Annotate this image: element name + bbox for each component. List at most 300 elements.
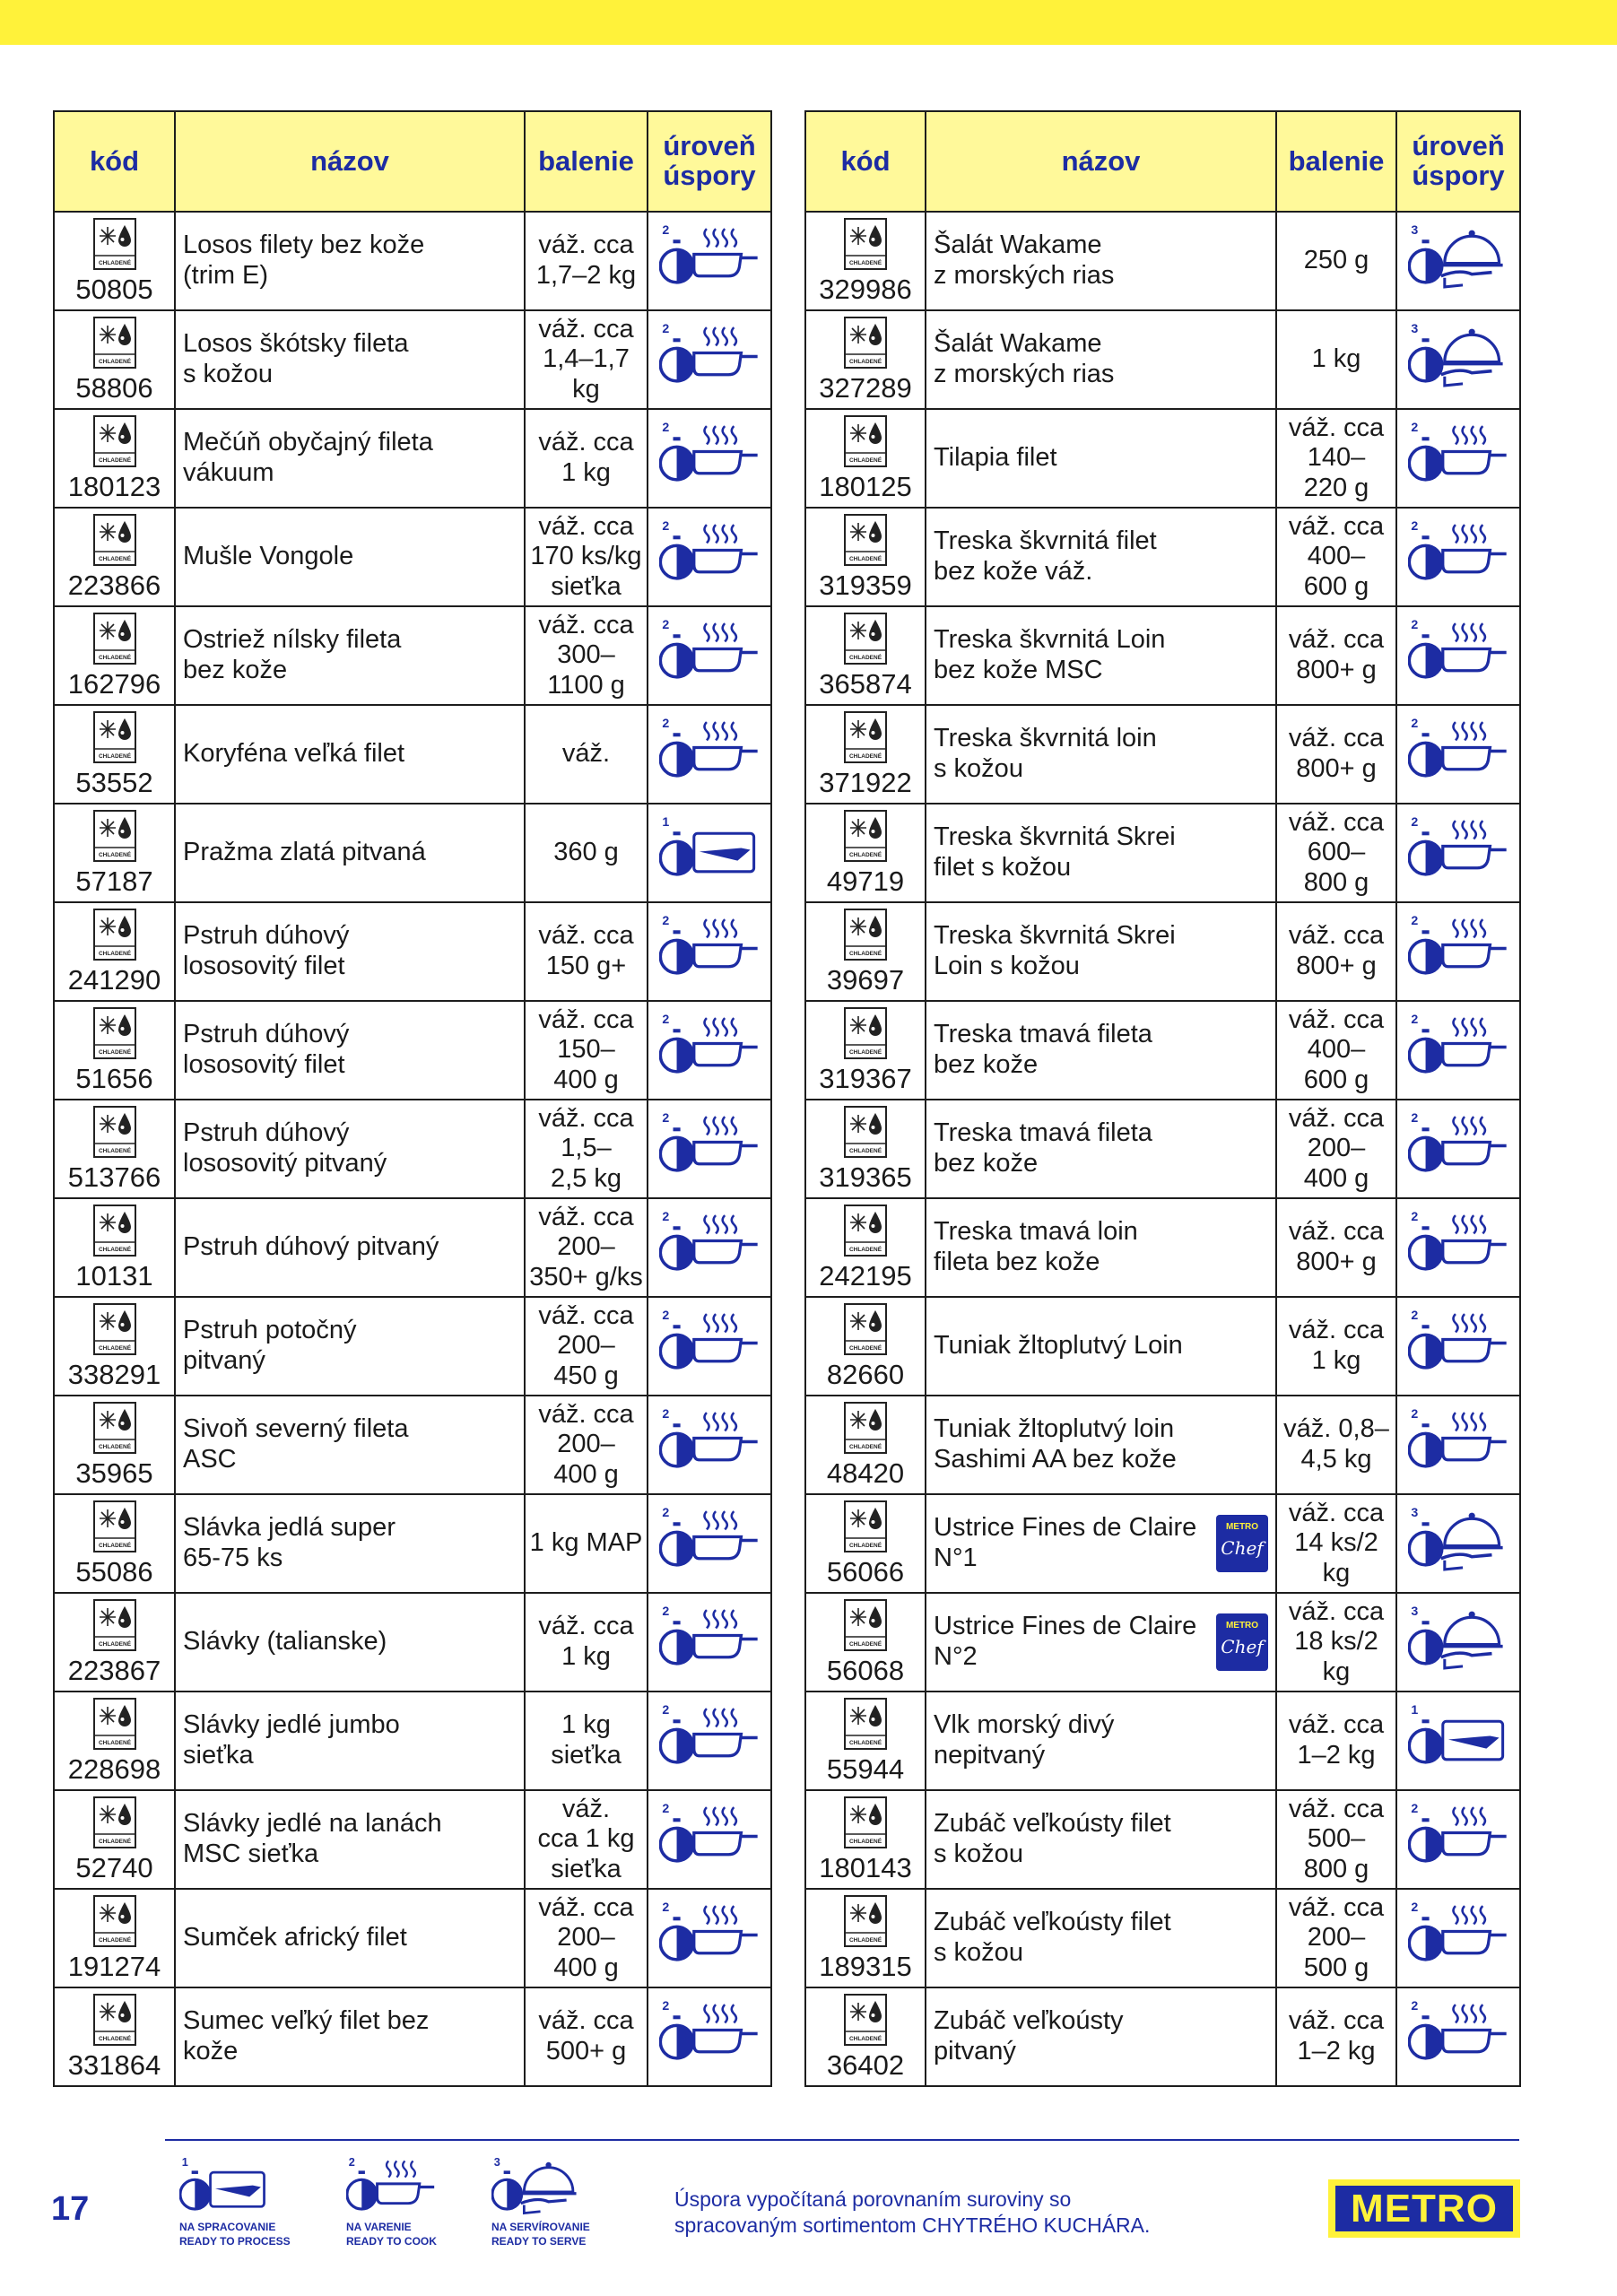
table-row (54, 902, 771, 1001)
table-row (54, 606, 771, 705)
product-code: 338291 (67, 1359, 161, 1390)
legend-ready-to-process (179, 2154, 314, 2248)
product-code-cell (54, 1494, 175, 1593)
product-name: Ostriež nílsky fileta bez kože (183, 625, 402, 684)
product-name-cell (175, 508, 525, 606)
product-name: Slávky (talianske) (183, 1627, 387, 1657)
product-name-cell (926, 508, 1276, 606)
product-pack: váž. cca 300– 1100 g (525, 606, 648, 705)
product-code-cell (805, 606, 926, 705)
chilled-text: CHLADENÉ (848, 260, 882, 266)
svg-text:2: 2 (662, 1998, 670, 2013)
chilled-icon (93, 1303, 136, 1355)
product-code-cell (805, 1494, 926, 1593)
product-name-cell (175, 804, 525, 902)
legend-label: NA SERVÍROVANIE (491, 2221, 590, 2233)
chilled-text: CHLADENÉ (98, 1937, 131, 1944)
product-code: 319359 (819, 570, 912, 601)
svg-text:2: 2 (662, 420, 670, 435)
chilled-icon (844, 415, 887, 467)
chilled-icon (844, 1106, 887, 1158)
svg-text:2: 2 (348, 2154, 355, 2169)
chilled-icon (93, 1698, 136, 1750)
table-row (805, 310, 1520, 409)
product-code-cell (805, 1790, 926, 1889)
serving-cloche-icon (1396, 310, 1520, 409)
top-yellow-bar (0, 0, 1617, 45)
chilled-text: CHLADENÉ (98, 753, 131, 760)
product-name: Treska škvrnitá Skrei filet s kožou (934, 822, 1176, 882)
chilled-text: CHLADENÉ (848, 1247, 882, 1253)
table-row (805, 1297, 1520, 1396)
svg-text:2: 2 (1411, 617, 1419, 632)
chef-badge-top: METRO (1225, 1621, 1259, 1631)
steaming-pan-icon (1396, 1396, 1520, 1494)
product-code-cell (805, 508, 926, 606)
svg-text:2: 2 (662, 1801, 670, 1816)
table-row (54, 409, 771, 508)
table-row (805, 1987, 1520, 2086)
legend-sublabel: READY TO COOK (346, 2235, 437, 2248)
header-level: úroveň úspory (648, 111, 771, 212)
svg-text:2: 2 (1411, 1110, 1419, 1126)
product-name-cell (926, 1100, 1276, 1198)
steaming-pan-icon (648, 212, 771, 310)
product-pack: váž. cca 140– 220 g (1276, 409, 1396, 508)
product-name: Treska škvrnitá loin s kožou (934, 724, 1157, 783)
steaming-pan-icon (648, 1001, 771, 1100)
table-row (54, 804, 771, 902)
product-name: Pstruh dúhový lososovitý pitvaný (183, 1118, 387, 1178)
svg-text:2: 2 (662, 913, 670, 928)
svg-text:2: 2 (662, 716, 670, 731)
chilled-text: CHLADENÉ (98, 1148, 131, 1154)
steaming-pan-icon (648, 1494, 771, 1593)
product-pack: váž. cca 200– 350+ g/ks (525, 1198, 648, 1297)
product-code-cell (54, 1297, 175, 1396)
steaming-pan-icon (1396, 1100, 1520, 1198)
product-name-cell (926, 1494, 1276, 1593)
product-code: 53552 (75, 767, 153, 798)
table-header (54, 111, 771, 212)
chilled-icon (93, 415, 136, 467)
product-code: 56066 (826, 1556, 905, 1587)
chilled-text: CHLADENÉ (98, 359, 131, 365)
svg-text:2: 2 (1411, 716, 1419, 731)
product-pack: váž. cca 150– 400 g (525, 1001, 648, 1100)
table-row (54, 705, 771, 804)
header-code: kód (805, 111, 926, 212)
product-code: 49719 (826, 865, 905, 897)
svg-text:3: 3 (493, 2154, 500, 2169)
knife-board-icon (648, 804, 771, 902)
product-code-cell (805, 1198, 926, 1297)
table-row (54, 1889, 771, 1987)
chilled-icon (93, 317, 136, 369)
svg-text:2: 2 (1411, 913, 1419, 928)
product-code-cell (805, 310, 926, 409)
chilled-icon (93, 909, 136, 961)
svg-text:2: 2 (662, 1604, 670, 1619)
chilled-icon (844, 613, 887, 665)
product-code: 319367 (819, 1063, 912, 1094)
table-row (805, 212, 1520, 310)
footer-divider (165, 2139, 1519, 2141)
product-code-cell (54, 310, 175, 409)
table-row (805, 606, 1520, 705)
product-code-cell (805, 1692, 926, 1790)
steaming-pan-icon (648, 705, 771, 804)
chilled-icon (844, 1500, 887, 1552)
steaming-pan-icon (648, 1692, 771, 1790)
product-pack: váž. cca 1 kg (525, 1593, 648, 1692)
product-pack: váž. cca 170 ks/kg sieťka (525, 508, 648, 606)
legend-label: NA VARENIE (346, 2221, 412, 2233)
product-name: Losos filety bez kože (trim E) (183, 230, 425, 290)
product-name: Zubáč veľkoústy filet s kožou (934, 1908, 1171, 1967)
chilled-icon (93, 1205, 136, 1257)
table-row (805, 508, 1520, 606)
product-code: 58806 (75, 372, 153, 404)
product-name: Treska škvrnitá Loin bez kože MSC (934, 625, 1166, 684)
chilled-text: CHLADENÉ (848, 753, 882, 760)
product-name: Pstruh dúhový lososovitý filet (183, 1020, 350, 1079)
product-name-cell (175, 1692, 525, 1790)
chilled-icon (93, 1994, 136, 2046)
product-code-cell (54, 1987, 175, 2086)
product-name-cell (926, 310, 1276, 409)
steaming-pan-icon (648, 1790, 771, 1889)
svg-text:2: 2 (662, 1209, 670, 1224)
legend-sublabel: READY TO SERVE (491, 2235, 587, 2248)
svg-text:3: 3 (1411, 222, 1419, 238)
product-name-cell (175, 409, 525, 508)
chilled-icon (844, 810, 887, 862)
product-code: 57187 (75, 865, 153, 897)
product-name-cell (926, 606, 1276, 705)
product-code: 56068 (826, 1655, 905, 1686)
steaming-pan-icon (648, 409, 771, 508)
chilled-icon (844, 1402, 887, 1454)
svg-text:2: 2 (662, 321, 670, 336)
product-name-cell (175, 1100, 525, 1198)
product-pack: váž. cca 1 kg (1276, 1297, 1396, 1396)
svg-text:3: 3 (1411, 1604, 1419, 1619)
chilled-text: CHLADENÉ (848, 556, 882, 562)
chilled-text: CHLADENÉ (98, 1543, 131, 1549)
svg-text:2: 2 (662, 222, 670, 238)
product-name: Pstruh dúhový lososovitý filet (183, 921, 350, 980)
serving-cloche-icon (1396, 212, 1520, 310)
steaming-pan-icon (1396, 902, 1520, 1001)
product-name-cell (926, 409, 1276, 508)
product-code-cell (805, 705, 926, 804)
chilled-text: CHLADENÉ (848, 1543, 882, 1549)
product-code-cell (805, 1100, 926, 1198)
chilled-text: CHLADENÉ (98, 655, 131, 661)
product-pack: 360 g (525, 804, 648, 902)
steaming-pan-icon (648, 310, 771, 409)
product-code-cell (54, 212, 175, 310)
svg-text:2: 2 (1411, 420, 1419, 435)
steaming-pan-icon (648, 606, 771, 705)
chilled-text: CHLADENÉ (98, 556, 131, 562)
product-name: Treska škvrnitá filet bez kože váž. (934, 526, 1157, 586)
chilled-text: CHLADENÉ (848, 1345, 882, 1352)
product-code-cell (54, 1889, 175, 1987)
product-pack: váž. cca 800+ g (1276, 1198, 1396, 1297)
product-name: Pražma zlatá pitvaná (183, 838, 426, 867)
product-pack: váž. cca 1 kg sieťka (525, 1790, 648, 1889)
product-name-cell (926, 804, 1276, 902)
product-name: Mečúň obyčajný fileta vákuum (183, 428, 433, 487)
product-name: Tuniak žltoplutvý Loin (934, 1331, 1183, 1361)
product-name-cell (926, 1889, 1276, 1987)
product-name: Tuniak žltoplutvý loin Sashimi AA bez kože (934, 1414, 1177, 1474)
table-row (54, 1692, 771, 1790)
table-row (54, 1593, 771, 1692)
product-name: Šalát Wakame z morských rias (934, 230, 1115, 290)
product-pack: váž. 0,8– 4,5 kg (1276, 1396, 1396, 1494)
product-name: Sumec veľký filet bez kože (183, 2006, 430, 2066)
chilled-icon (93, 1007, 136, 1059)
chilled-text: CHLADENÉ (98, 1345, 131, 1352)
product-pack: váž. cca 1 kg (525, 409, 648, 508)
product-pack: váž. cca 1–2 kg (1276, 1692, 1396, 1790)
svg-text:2: 2 (1411, 1308, 1419, 1323)
product-name: Sumček africký filet (183, 1923, 407, 1952)
product-pack: váž. cca 400– 600 g (1276, 508, 1396, 606)
product-name-cell (926, 705, 1276, 804)
header-code: kód (54, 111, 175, 212)
product-name-cell (175, 1593, 525, 1692)
product-code: 162796 (67, 668, 161, 700)
svg-text:2: 2 (1411, 1998, 1419, 2013)
chilled-icon (844, 1599, 887, 1651)
svg-text:2: 2 (662, 1900, 670, 1915)
svg-text:1: 1 (1411, 1702, 1419, 1718)
legend-ready-to-cook (346, 2154, 481, 2248)
product-name-cell (175, 1790, 525, 1889)
product-code-cell (54, 1001, 175, 1100)
steaming-pan-icon (648, 902, 771, 1001)
chilled-icon (844, 1007, 887, 1059)
product-code: 513766 (67, 1161, 161, 1193)
product-pack: váž. cca 18 ks/2 kg (1276, 1593, 1396, 1692)
product-code: 39697 (826, 964, 905, 996)
product-pack: váž. cca 500+ g (525, 1987, 648, 2086)
table-row (805, 1889, 1520, 1987)
product-code-cell (805, 1593, 926, 1692)
product-code-cell (805, 1987, 926, 2086)
product-pack: váž. cca 400– 600 g (1276, 1001, 1396, 1100)
product-code-cell (54, 1100, 175, 1198)
product-pack: váž. cca 200– 500 g (1276, 1889, 1396, 1987)
product-name: Pstruh potočný pitvaný (183, 1316, 357, 1375)
product-code: 180125 (819, 471, 912, 502)
table-row (805, 804, 1520, 902)
product-code-cell (805, 1001, 926, 1100)
chilled-icon (93, 218, 136, 270)
product-pack: váž. cca 1–2 kg (1276, 1987, 1396, 2086)
svg-text:2: 2 (1411, 814, 1419, 830)
product-name: Slávky jedlé na lanách MSC sieťka (183, 1809, 442, 1868)
table-row (805, 705, 1520, 804)
table-row (805, 1198, 1520, 1297)
chilled-icon (93, 1402, 136, 1454)
chilled-icon (844, 1303, 887, 1355)
chilled-icon (93, 613, 136, 665)
product-pack: váž. cca 14 ks/2 kg (1276, 1494, 1396, 1593)
product-name: Koryféna veľká filet (183, 739, 405, 769)
product-name: Zubáč veľkoústy pitvaný (934, 2006, 1124, 2066)
product-name-cell (926, 902, 1276, 1001)
chilled-text: CHLADENÉ (98, 1247, 131, 1253)
chilled-text: CHLADENÉ (98, 852, 131, 858)
product-name: Treska tmavá fileta bez kože (934, 1118, 1152, 1178)
table-row (54, 310, 771, 409)
product-pack: váž. cca 600– 800 g (1276, 804, 1396, 902)
product-code: 319365 (819, 1161, 912, 1193)
product-name: Treska tmavá loin fileta bez kože (934, 1217, 1138, 1276)
product-name: Slávky jedlé jumbo sieťka (183, 1710, 400, 1770)
chilled-icon (844, 1205, 887, 1257)
metro-logo (1328, 2179, 1520, 2238)
chilled-text: CHLADENÉ (98, 260, 131, 266)
steaming-pan-icon (648, 508, 771, 606)
product-name-cell (175, 1494, 525, 1593)
product-pack: váž. cca 200– 400 g (1276, 1100, 1396, 1198)
header-pack: balenie (1276, 111, 1396, 212)
steaming-pan-icon (1396, 409, 1520, 508)
chilled-icon (93, 1895, 136, 1947)
product-name-cell (175, 1987, 525, 2086)
chilled-text: CHLADENÉ (848, 1148, 882, 1154)
product-pack: 1 kg (1276, 310, 1396, 409)
product-name-cell (926, 1790, 1276, 1889)
product-code: 327289 (819, 372, 912, 404)
chilled-text: CHLADENÉ (98, 2036, 131, 2042)
svg-text:2: 2 (1411, 518, 1419, 534)
steaming-pan-icon (1396, 705, 1520, 804)
product-name-cell (175, 606, 525, 705)
product-pack: váž. cca 200– 450 g (525, 1297, 648, 1396)
product-code: 223867 (67, 1655, 161, 1686)
product-code-cell (54, 1692, 175, 1790)
product-name: Losos škótsky fileta s kožou (183, 329, 409, 388)
steaming-pan-icon (648, 1198, 771, 1297)
svg-text:2: 2 (662, 1110, 670, 1126)
steaming-pan-icon (648, 1396, 771, 1494)
product-code-cell (54, 508, 175, 606)
table-row (805, 1692, 1520, 1790)
table-row (54, 1987, 771, 2086)
product-code-cell (54, 1593, 175, 1692)
product-pack: váž. cca 1,5– 2,5 kg (525, 1100, 648, 1198)
product-code-cell (54, 606, 175, 705)
product-code: 223866 (67, 570, 161, 601)
table-row (805, 1494, 1520, 1593)
chilled-text: CHLADENÉ (848, 655, 882, 661)
product-code: 242195 (819, 1260, 912, 1292)
product-pack: váž. cca 500– 800 g (1276, 1790, 1396, 1889)
header-name: názov (926, 111, 1276, 212)
product-pack: 1 kg MAP (525, 1494, 648, 1593)
header-pack: balenie (525, 111, 648, 212)
svg-text:2: 2 (1411, 1801, 1419, 1816)
chilled-icon (844, 1994, 887, 2046)
chilled-icon (844, 1796, 887, 1848)
chilled-icon (93, 1500, 136, 1552)
steaming-pan-icon (1396, 1790, 1520, 1889)
savings-note: Úspora vypočítaná porovnaním suroviny so spracovaným sortimentom CHYTRÉHO KUCHÁRA. (674, 2187, 1151, 2237)
table-row (54, 1100, 771, 1198)
table-row (805, 902, 1520, 1001)
product-pack: váž. cca 1,4–1,7 kg (525, 310, 648, 409)
chilled-icon (93, 1599, 136, 1651)
steaming-pan-icon (1396, 1198, 1520, 1297)
chilled-icon (93, 1796, 136, 1848)
product-code-cell (54, 1790, 175, 1889)
product-name: Treska škvrnitá Skrei Loin s kožou (934, 921, 1176, 980)
chilled-icon (93, 711, 136, 763)
steaming-pan-icon (1396, 508, 1520, 606)
product-name-cell (175, 1396, 525, 1494)
steaming-pan-icon (1396, 1001, 1520, 1100)
table-header (805, 111, 1520, 212)
chilled-text: CHLADENÉ (98, 1049, 131, 1056)
product-name-cell (175, 1889, 525, 1987)
metro-chef-badge (1216, 1515, 1268, 1572)
svg-text:2: 2 (662, 617, 670, 632)
serving-cloche-icon (1396, 1593, 1520, 1692)
product-pack: váž. cca 200– 400 g (525, 1396, 648, 1494)
table-row (805, 1396, 1520, 1494)
product-name-cell (926, 1198, 1276, 1297)
product-name: Ustrice Fines de Claire N°1 (934, 1513, 1197, 1572)
chilled-text: CHLADENÉ (848, 852, 882, 858)
product-pack: váž. cca 1,7–2 kg (525, 212, 648, 310)
product-code-cell (54, 1198, 175, 1297)
product-pack: 1 kg sieťka (525, 1692, 648, 1790)
product-code-cell (54, 804, 175, 902)
product-pack: váž. (525, 705, 648, 804)
product-name: Treska tmavá fileta bez kože (934, 1020, 1152, 1079)
knife-board-icon (1396, 1692, 1520, 1790)
product-table-right (804, 110, 1521, 2087)
legend-label: NA SPRACOVANIE (179, 2221, 276, 2233)
product-name-cell (175, 1198, 525, 1297)
product-pack: váž. cca 150 g+ (525, 902, 648, 1001)
chef-badge-bottom: Chef (1221, 1537, 1264, 1559)
product-pack: váž. cca 200– 400 g (525, 1889, 648, 1987)
table-row (54, 508, 771, 606)
product-name-cell (926, 1987, 1276, 2086)
product-name-cell (175, 1001, 525, 1100)
chilled-text: CHLADENÉ (848, 951, 882, 957)
product-name-cell (926, 1396, 1276, 1494)
product-code: 52740 (75, 1852, 153, 1883)
product-code-cell (54, 1396, 175, 1494)
product-code: 241290 (67, 964, 161, 996)
chilled-icon (844, 909, 887, 961)
chilled-text: CHLADENÉ (98, 1740, 131, 1746)
product-code: 50805 (75, 274, 153, 305)
table-row (805, 1593, 1520, 1692)
table-row (54, 1001, 771, 1100)
product-name: Zubáč veľkoústy filet s kožou (934, 1809, 1171, 1868)
legend-ready-to-serve (491, 2154, 626, 2248)
